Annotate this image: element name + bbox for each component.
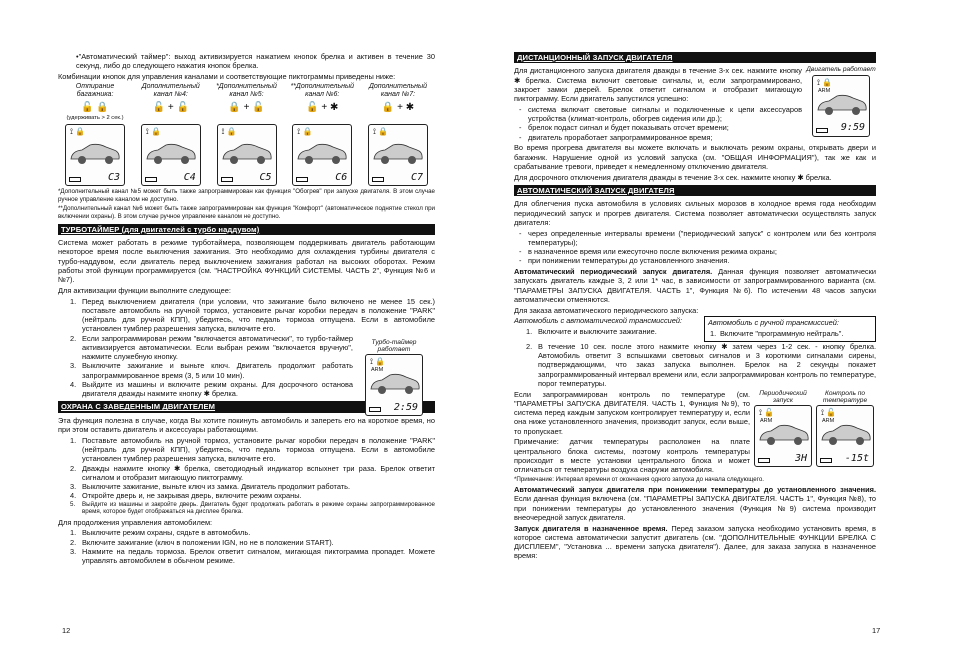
battery-icon — [145, 177, 157, 182]
turbo-figure — [359, 339, 429, 417]
list-item: 5. Выйдите из машины и закройте дверь. Двигатель будет продолжать работать в режиме охраны запрограммированное время, которое будет отображаться на дисплее брелка. — [70, 500, 435, 516]
battery-icon — [372, 177, 384, 182]
display-code: C3 — [107, 171, 120, 183]
battery-icon — [758, 458, 770, 463]
turbo-section-title: ТУРБОТАЙМЕР (для двигателей с турбо наддувом) — [58, 224, 435, 235]
channel-caption: Дополнительный канал №4: — [141, 83, 200, 98]
order-title: Для заказа автоматического периодического запуска: — [514, 305, 699, 315]
auto-transmission-label: Автомобиль с автоматической трансмиссией: — [514, 316, 683, 326]
left-page — [58, 0, 435, 661]
list-item: 1. Поставьте автомобиль на ручной тормоз, установите рычаг коробки передач в положение "PARK" (нейтраль для ручной КПП), убедитесь, что педаль тормоза отпущена. Если в автомобиле установлен тумблер разрешения запуска, включите его. — [70, 435, 435, 464]
battery-icon — [820, 458, 832, 463]
timer-bullet: •"Автоматический таймер": выход активизируется нажатием кнопок брелка и активен в течение 30 секунд, либо до следующего нажатия кнопок брелка. — [76, 52, 435, 71]
remote-list — [514, 105, 802, 142]
list-item: - система включит световые сигналы и подключенные к цепи аксессуаров устройства (климат-контроль, обогрев сидения или др.); — [519, 104, 802, 124]
list-item: 2. В течение 10 сек. после этого нажмите кнопку ✱ затем через 1-2 сек. - кнопку брелка. Автомобиль ответит 3 вспышками световых сигналов и 3 короткими сигналами сирены, подтверждающими, что заказ запуска выполнен. Брелок на 2 секунды покажет запрограммированный интервал времени или, если запрограммирован контроль по температуре, порог температуры. — [526, 341, 876, 388]
list-item: 1. Включите "программную нейтраль". — [710, 329, 844, 339]
channel-5 — [210, 83, 284, 186]
temperature-control-figure — [814, 390, 876, 468]
key-combo-icon: 🔓 🔒 — [81, 102, 109, 114]
display-code: C5 — [259, 171, 272, 183]
lock-icon: ⟟ 🔒 — [145, 127, 161, 137]
keyfob-display — [816, 405, 874, 467]
channel-trunk — [58, 83, 132, 186]
auto-list — [514, 229, 876, 266]
channel-4 — [134, 83, 208, 186]
key-combo-icon: 🔒 + ✱ — [381, 102, 415, 114]
figure-caption: Двигатель работает — [806, 66, 876, 74]
lock-icon: ⟟ 🔒 — [370, 357, 386, 367]
auto-section-title: АВТОМАТИЧЕСКИЙ ЗАПУСК ДВИГАТЕЛЯ — [514, 185, 876, 196]
display-code: 3H — [794, 452, 807, 464]
list-item: 3. Нажмите на педаль тормоза. Брелок ответит сигналом, мигающая пиктограмма пропадет. Можете управлять автомобилем в обычном режиме. — [70, 546, 435, 566]
temperature-paragraph: Если запрограммирован контроль по температуре (см. "ПАРАМЕТРЫ ЗАПУСКА ДВИГАТЕЛЯ. ЧАСТЬ 1, Функция №9), то система перед каждым запуском контролирует температуру и, если она ниже установленного значения, производит запуск, если выше, то пропускает. — [514, 389, 750, 436]
lock-icon: ⟟ 🔓 — [821, 408, 837, 418]
keyfob-display — [217, 124, 277, 186]
channel-7 — [361, 83, 435, 186]
lock-icon: ⟟ 🔓 — [759, 408, 775, 418]
low-temp-paragraph: Автоматический запуск двигателя при понижении температуры до установленного значения. Если данная функция включена (см. "ПАРАМЕТРЫ ЗАПУСКА ДВИГАТЕЛЯ. ЧАСТЬ 1", Функция №8), то при понижении температуры до установленного значения (Функция №9) система производит внеочередной запуск двигателя. — [514, 485, 876, 522]
remote-warmup: Во время прогрева двигателя вы можете включать и выключать режим охраны, открывать двери и багажник. Нарушение одной из условий запуска (см. "ОБЩАЯ ИНФОРМАЦИЯ"), так же как и срабатывание тревоги, приведет к немедленному отключению двигателя. — [514, 143, 876, 171]
sensor-note: Примечание: датчик температуры расположен на плате центрального блока системы, поэтому контроль температуры происходит в месте установки центрального блока и может отличаться от температуры воздуха снаружи автомобиля. — [514, 437, 750, 475]
turbo-activate: Для активизации функции выполните следующее: — [58, 285, 231, 295]
list-item: - в назначенное время или ежесуточно после включения режима охраны; — [519, 247, 777, 257]
key-combo-icon: 🔓 + ✱ — [306, 102, 339, 114]
list-item: 4. Откройте дверь и, не закрывая дверь, включите режим охраны. — [70, 491, 302, 501]
channel-note — [210, 115, 284, 123]
figure-caption: Турбо-таймер работает — [371, 338, 417, 353]
channel-caption: *Дополнительный канал №5: — [216, 83, 277, 98]
guard-section-title: ОХРАНА С ЗАВЕДЕННЫМ ДВИГАТЕЛЕМ — [58, 401, 435, 412]
display-code: 9:59 — [840, 122, 865, 134]
battery-icon — [221, 177, 233, 182]
periodic-start-figure — [752, 390, 814, 468]
display-code: C4 — [183, 171, 196, 183]
channel-caption: Отпирание багажника: — [75, 83, 115, 98]
list-item: 2. Включите зажигание (ключ в положении IGN, но не в положении START). — [70, 537, 334, 547]
arm-label: ARM — [371, 367, 384, 374]
battery-icon — [816, 128, 828, 133]
car-icon — [144, 141, 198, 167]
channel-note — [134, 115, 208, 123]
car-icon — [819, 422, 873, 448]
arm-label: ARM — [818, 87, 831, 94]
page-number: 12 — [62, 626, 71, 635]
periodic-paragraph: Автоматический периодический запуск двигателя. Данная функция позволяет автоматически запускать двигатель каждые 3, 2 или 1* час, в зависимости от запрограммированного варианта (см. "ПАРАМЕТРЫ ЗАПУСКА ДВИГАТЕЛЯ. ЧАСТЬ 1", Функция №6). По истечении 48 часов запуски автоматически отменяются. — [514, 267, 876, 304]
list-item: 1. Перед выключением двигателя (при условии, что зажигание было включено не менее 15 сек.) поставьте автомобиль на ручной тормоз, установите рычаг коробки передач в положение "PARK" (нейтраль для ручной КПП), убедитесь, что педаль тормоза отпущена. Если в автомобиле установлен тумблер разрешения запуска, включите его. — [70, 296, 435, 334]
interval-note: *Примечание: Интервал времени от окончания одного запуска до начала следующего. — [514, 475, 764, 483]
auto-intro: Для облегчения пуска автомобиля в условиях сильных морозов в холодное время года необходим периодический запуск и прогрев двигателя. Система позволяет автоматически осуществлять запуск двигателя: — [514, 199, 876, 227]
keyfob-display — [812, 75, 870, 137]
car-icon — [295, 141, 349, 167]
right-page — [514, 0, 881, 661]
keyfob-display — [292, 124, 352, 186]
order-steps — [514, 342, 876, 388]
list-item: - брелок подаст сигнал и будет показывать отсчет времени; — [519, 123, 729, 133]
car-icon — [68, 141, 122, 167]
list-item: 1. Включите и выключите зажигание. — [526, 327, 657, 337]
page-number: 17 — [872, 626, 881, 635]
lock-icon: ⟟ 🔒 — [373, 127, 389, 137]
channel-row — [58, 83, 435, 186]
display-code: -15t — [844, 452, 869, 464]
battery-icon — [69, 177, 81, 182]
remote-section-title: ДИСТАНЦИОННЫЙ ЗАПУСК ДВИГАТЕЛЯ — [514, 52, 876, 63]
continue-steps — [58, 528, 435, 565]
keyfob-display — [368, 124, 428, 186]
car-icon — [220, 141, 274, 167]
lock-icon: ⟟ 🔒 — [817, 77, 833, 87]
arm-label: ARM — [822, 418, 835, 425]
battery-icon — [369, 407, 381, 412]
lock-icon: ⟟ 🔒 — [297, 127, 313, 137]
footnote-channel-6: **Дополнительный канал №6 может быть также запрограммирован как функция "Комфорт" (автоматическое поднятие стекол при включении охраны). В этом случае ручное управление каналом не доступно. — [58, 205, 435, 220]
channel-note — [285, 115, 359, 123]
car-icon — [368, 371, 422, 397]
continue-title: Для продолжения управления автомобилем: — [58, 517, 213, 527]
list-item: 4. Выйдите из машины и включите режим охраны. Для досрочного останова двигателя дважды нажмите кнопку ✱ брелка. — [70, 379, 353, 399]
manual-transmission-label: Автомобиль с ручной трансмиссией: — [708, 318, 839, 328]
turbo-intro: Система может работать в режиме турботаймера, позволяющем поддерживать двигатель работающим некоторое время после выключения зажигания. Это необходимо для охлаждения турбины двигателя с турбо-наддувом, если двигатель перед выключением зажигания работал на высоких оборотах. Режим работы этой функции программируется (см. "НАСТРОЙКА ФУНКЦИЙ СИСТЕМЫ. ЧАСТЬ 2", Функция №6 и №7). — [58, 238, 435, 285]
trunk-icon: ⟟ 🔒 — [70, 127, 86, 137]
keyfob-display — [65, 124, 125, 186]
display-code: C7 — [410, 171, 423, 183]
car-icon — [757, 422, 811, 448]
arm-label: ARM — [760, 418, 773, 425]
remote-stop: Для досрочного отключения двигателя дважды в течение 3-х сек. нажмите кнопку ✱ брелка. — [514, 172, 832, 182]
guard-steps — [58, 436, 435, 516]
scheduled-paragraph: Запуск двигателя в назначенное время. Перед заказом запуска необходимо установить время, в которое система автоматически запустит двигатель (см. "ДОПОЛНИТЕЛЬНЫЕ ФУНКЦИИ БРЕЛКА С ДИСПЛЕЕМ", "Установка ... времени запуска двигателя"). Далее, для заказа запуска в назначенное время: — [514, 523, 876, 561]
channel-caption: Дополнительный канал №7: — [368, 83, 428, 98]
key-combo-icon: 🔓 + 🔓 — [152, 102, 189, 114]
transmission-options — [514, 316, 876, 342]
engine-running-figure — [806, 66, 876, 136]
list-item: 3. Выключите зажигание, выньте ключ из замка. Двигатель продолжит работать. — [70, 482, 351, 492]
channel-note — [361, 115, 435, 123]
lock-icon: ⟟ 🔒 — [221, 127, 237, 137]
list-item: - двигатель проработает запрограммированное время; — [519, 132, 713, 142]
key-combo-icon: 🔒 + 🔓 — [228, 102, 265, 114]
figure-caption: Периодический запуск — [759, 389, 807, 404]
combo-intro: Комбинации кнопок для управления каналами и соответствующие пиктограммы приведены ниже: — [58, 72, 396, 81]
keyfob-display — [754, 405, 812, 467]
keyfob-display — [365, 354, 423, 416]
footnote-channel-5: *Дополнительный канал №5 может быть также запрограммирован как функция "Обогрев" при запуске двигателя. В этом случае ручное управление каналом не доступно. — [58, 188, 435, 203]
guard-intro: Эта функция полезна в случае, когда Вы хотите покинуть автомобиль и запереть его на короткое время, но при этом оставить двигатель и аксессуары работающими. — [58, 415, 435, 435]
list-item: 2. Если запрограммирован режим "включается автоматически", то турбо-таймер активизируется автоматически. Если выбран режим "включается вручную", нажмите служебную кнопку. — [70, 333, 353, 362]
battery-icon — [296, 177, 308, 182]
car-icon — [815, 92, 869, 118]
list-item: 3. Выключите зажигание и выньте ключ. Двигатель продолжит работать запрограммированное время (3, 5 или 10 мин). — [70, 361, 353, 380]
remote-intro: Для дистанционного запуска двигателя дважды в течение 3-х сек. нажмите кнопку ✱ брелка. Система включит световые сигналы, и, если запрограммировано, закроет замки дверей. Брелок ответит сигналом и отобразит мигающую пиктограмму. Если двигатель запустился успешно: — [514, 66, 802, 104]
display-code: C6 — [335, 171, 348, 183]
figure-caption: Контроль по температуре — [822, 389, 868, 404]
list-item: 2. Дважды нажмите кнопку ✱ брелка, светодиодный индикатор вспыхнет три раза. Брелок ответит сигналом и отобразит мигающую пиктограмму. — [70, 463, 435, 482]
display-code: 2:59 — [393, 401, 418, 413]
list-item: - через определенные интервалы времени ("периодический запуск" с контролем или без контроля температуры); — [519, 228, 876, 247]
channel-6 — [285, 83, 359, 186]
channel-caption: **Дополнительный канал №6: — [290, 83, 355, 98]
manual-transmission-box — [704, 316, 876, 342]
list-item: - при понижении температуры до установленного значения. — [519, 256, 730, 266]
channel-note: (удерживать > 2 сек.) — [66, 115, 124, 122]
car-icon — [371, 141, 425, 167]
list-item: 1. Выключите режим охраны, сядьте в автомобиль. — [70, 528, 251, 538]
keyfob-display — [141, 124, 201, 186]
